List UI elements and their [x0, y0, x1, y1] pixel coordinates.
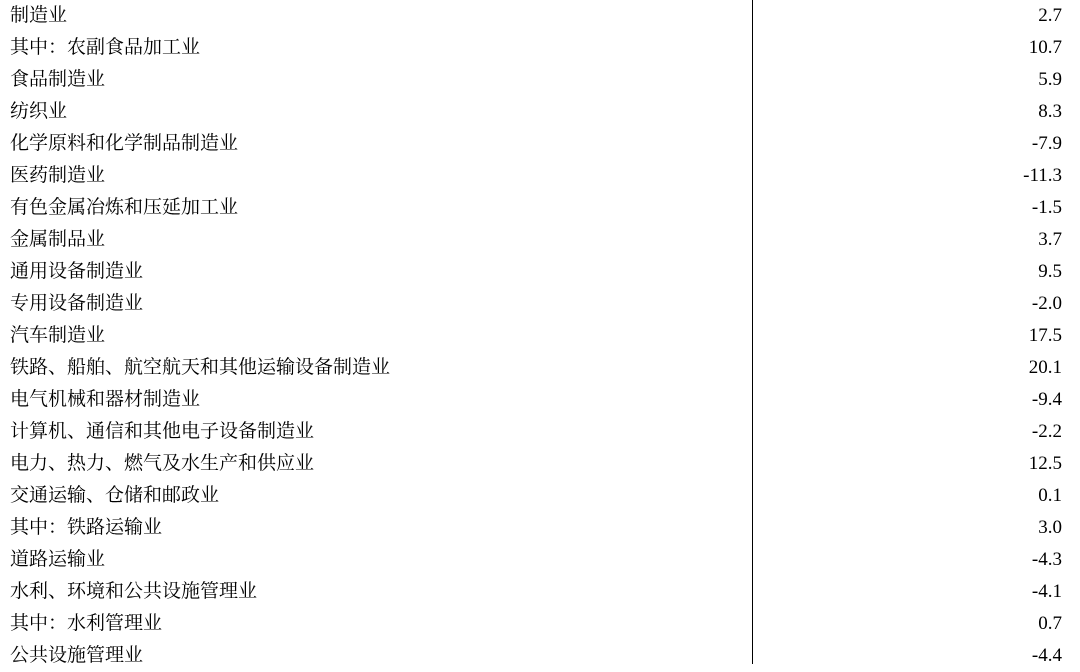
row-value: 0.7	[1038, 613, 1062, 634]
table-row	[0, 160, 1080, 192]
row-label: 公共设施管理业	[10, 645, 144, 666]
table-row	[0, 512, 1080, 544]
row-value: 3.7	[1038, 229, 1062, 250]
row-value: -2.0	[1031, 293, 1062, 314]
row-label: 化学原料和化学制品制造业	[10, 133, 239, 154]
row-label: 通用设备制造业	[10, 261, 144, 282]
table-row	[0, 608, 1080, 640]
row-value: -4.3	[1031, 549, 1062, 570]
row-label: 水利、环境和公共设施管理业	[10, 581, 258, 602]
row-value: 17.5	[1028, 325, 1062, 346]
row-value: 9.5	[1038, 261, 1062, 282]
row-value: 0.1	[1038, 485, 1062, 506]
row-label: 汽车制造业	[10, 325, 106, 346]
table-row	[0, 96, 1080, 128]
table-row	[0, 32, 1080, 64]
row-label: 食品制造业	[10, 69, 106, 90]
table-row	[0, 352, 1080, 384]
row-label: 其中：铁路运输业	[10, 517, 163, 538]
table-row	[0, 128, 1080, 160]
row-label: 计算机、通信和其他电子设备制造业	[10, 421, 315, 442]
table-row	[0, 384, 1080, 416]
row-value: -9.4	[1031, 389, 1062, 410]
column-divider	[752, 0, 753, 664]
row-label: 交通运输、仓储和邮政业	[10, 485, 220, 506]
row-label: 其中：水利管理业	[10, 613, 163, 634]
row-label: 金属制品业	[10, 229, 106, 250]
row-value: 5.9	[1038, 69, 1062, 90]
row-value: 12.5	[1028, 453, 1062, 474]
table-row	[0, 192, 1080, 224]
table-row	[0, 576, 1080, 608]
row-label: 有色金属冶炼和压延加工业	[10, 197, 239, 218]
table-row	[0, 288, 1080, 320]
row-label: 制造业	[10, 5, 68, 26]
table-row	[0, 448, 1080, 480]
table-row	[0, 480, 1080, 512]
row-value: 20.1	[1028, 357, 1062, 378]
row-label: 其中：农副食品加工业	[10, 37, 201, 58]
table-row	[0, 256, 1080, 288]
table-row	[0, 544, 1080, 576]
table-row	[0, 320, 1080, 352]
row-label: 道路运输业	[10, 549, 106, 570]
row-value: -7.9	[1031, 133, 1062, 154]
row-label: 铁路、船舶、航空航天和其他运输设备制造业	[10, 357, 391, 378]
table-row	[0, 224, 1080, 256]
row-value: 3.0	[1038, 517, 1062, 538]
row-label: 纺织业	[10, 101, 68, 122]
row-value: -1.5	[1031, 197, 1062, 218]
row-value: 2.7	[1038, 5, 1062, 26]
row-value: 8.3	[1038, 101, 1062, 122]
table-row	[0, 640, 1080, 672]
row-value: -4.4	[1031, 645, 1062, 666]
table-row	[0, 416, 1080, 448]
row-label: 专用设备制造业	[10, 293, 144, 314]
row-value: -4.1	[1031, 581, 1062, 602]
row-label: 医药制造业	[10, 165, 106, 186]
row-value: 10.7	[1028, 37, 1062, 58]
table-row	[0, 64, 1080, 96]
row-label: 电气机械和器材制造业	[10, 389, 201, 410]
row-label: 电力、热力、燃气及水生产和供应业	[10, 453, 315, 474]
row-value: -11.3	[1023, 165, 1062, 186]
row-value: -2.2	[1031, 421, 1062, 442]
table-row	[0, 0, 1080, 32]
